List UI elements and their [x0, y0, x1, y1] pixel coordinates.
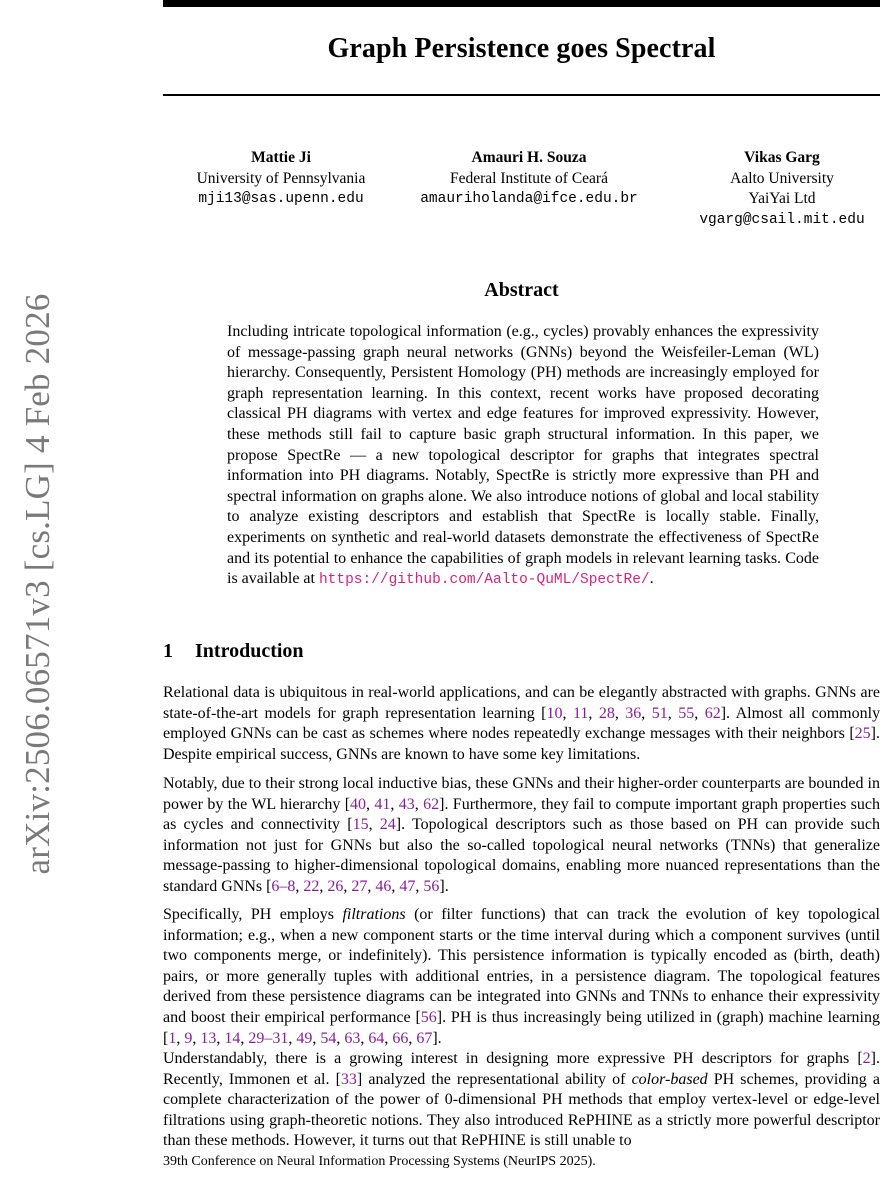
citation-group: 1, 9, 13, 14, 29–31, 49, 54, 63, 64, 66, 67	[168, 1029, 433, 1047]
section-heading	[163, 640, 304, 663]
author-affiliation: University of Pennsylvania	[196, 169, 366, 187]
top-rule	[163, 0, 880, 7]
citation-link[interactable]: 1	[168, 1029, 177, 1047]
abstract-heading: Abstract	[484, 279, 559, 301]
citation-group	[855, 725, 871, 742]
citation-link[interactable]: 24	[379, 816, 396, 834]
paper-title: Graph Persistence goes Spectral	[327, 33, 716, 64]
citation-link[interactable]: 25	[854, 725, 871, 743]
citation-link[interactable]: 62	[704, 704, 721, 722]
section-title: Introduction	[195, 640, 304, 662]
author-block-2	[400, 148, 658, 210]
author-email[interactable]: mji13@sas.upenn.edu	[198, 191, 364, 207]
intro-paragraph-2	[163, 774, 880, 898]
intro-paragraph-1	[163, 683, 880, 765]
citation-link[interactable]: 46	[375, 877, 392, 895]
para-text: ].	[432, 1029, 442, 1047]
para-text: (or filter functions) that can track the evolution of key topological information; e.g., when a new component starts or the time interval during which a component survives (until two components merge, or indefinitely). This persistence information is typically encoded as (birth, death) pairs, or more generally tuples with additional entries, in a persistence diagram. The topological features derived from these persistence diagrams can be integrated into GNNs and TNNs to enhance their expressivity and boost their empirical performance [	[163, 906, 880, 1026]
para-text: Specifically, PH employs	[163, 906, 343, 923]
arxiv-stamp: arXiv:2506.06571v3 [cs.LG] 4 Feb 2026	[18, 293, 57, 875]
author-affiliation-2: YaiYai Ltd	[748, 190, 816, 207]
abstract-end: .	[649, 570, 654, 588]
citation-link[interactable]: 36	[625, 704, 642, 722]
para-text: ]. Furthermore, they fail to compute important graph properties such as cycles and connectivity [	[163, 795, 880, 834]
citation-link[interactable]: 56	[423, 877, 440, 895]
abstract-text: Including intricate topological information (e.g., cycles) provably enhances the expressivity of message-passing graph neural networks (GNNs) beyond the Weisfeiler-Leman (WL) hierarchy. Consequently, Persistent Homology (PH) methods are increasingly employed for graph representation learning. In this context, recent works have proposed decorating classical PH diagrams with vertex and edge features for improved expressivity. However, these methods still fail to capture basic graph structural information. In this paper, we propose SpectRe — a new topological descriptor for graphs that integrates spectral information into PH diagrams. Notably, SpectRe is strictly more expressive than PH and spectral information on graphs alone. We also introduce notions of global and local stability to analyze existing descriptors and establish that SpectRe is locally stable. Finally, experiments on synthetic and real-world datasets demonstrate the effectiveness of SpectRe and its potential to enhance the capabilities of graph models in relevant learning tasks. Code is available at	[227, 323, 819, 588]
citation-link[interactable]: 64	[368, 1029, 385, 1047]
citation-group: 15, 24	[352, 816, 396, 834]
emphasis-color-based: color-based	[631, 1070, 708, 1088]
para-text: PH schemes, providing a complete characterization of the power of 0-dimensional PH methods that employ vertex-level or edge-level filtrations using graph-theoretic notions. They also introduced RePHINE as a strictly more powerful descriptor than these methods. However, it turns out that RePHINE is still unable to	[163, 1070, 880, 1150]
para-text: ] analyzed the representational ability of	[356, 1070, 632, 1088]
para-text: Relational data is ubiquitous in real-world applications, and can be elegantly abstracted with graphs. GNNs are state-of-the-art models for graph representation learning [	[163, 684, 880, 722]
author-affiliation: Federal Institute of Ceará	[450, 169, 608, 187]
author-name: Vikas Garg	[744, 149, 820, 166]
title-rule	[163, 94, 880, 96]
citation-link[interactable]: 14	[224, 1029, 241, 1047]
citation-group: 6–8, 22, 26, 27, 46, 47, 56	[271, 877, 440, 895]
citation-group: 10, 11, 28, 36, 51, 55, 62	[546, 704, 721, 722]
citation-group	[863, 1050, 871, 1067]
citation-link[interactable]: 13	[200, 1029, 217, 1047]
citation-link[interactable]: 51	[651, 704, 668, 722]
citation-link[interactable]: 10	[546, 704, 563, 722]
citation-link[interactable]: 40	[350, 795, 367, 813]
intro-paragraph-4	[163, 1049, 880, 1152]
para-text: ]. PH is thus increasingly being utilized in (graph) machine learning [	[163, 1008, 881, 1047]
citation-link[interactable]: 2	[862, 1050, 871, 1067]
author-affiliation: Aalto University	[730, 169, 834, 187]
para-text: ]. Topological descriptors such as those based on PH can provide such information not just for GNNs but also the so-called topological neural networks (TNNs) that generalize message-passing to higher-dimensional topological domains, enabling more nuanced representations than the standard GNNs [	[163, 816, 881, 895]
author-name: Mattie Ji	[251, 149, 311, 166]
code-link[interactable]: https://github.com/Aalto-QuML/SpectRe/	[318, 572, 650, 589]
citation-link[interactable]: 43	[398, 795, 415, 813]
emphasis-filtrations: filtrations	[342, 906, 406, 923]
para-text: ]. Almost all commonly employed GNNs can be cast as schemes where nodes repeatedly exchange messages with their neighbors [	[163, 704, 881, 743]
para-text: ].	[439, 877, 449, 895]
citation-link[interactable]: 41	[374, 795, 391, 813]
citation-link[interactable]: 15	[352, 816, 369, 834]
author-block-1	[163, 148, 399, 210]
para-text: Understandably, there is a growing interest in designing more expressive PH descriptors for graphs [	[163, 1050, 863, 1067]
citation-link[interactable]: 27	[351, 877, 368, 895]
citation-link[interactable]: 66	[392, 1029, 409, 1047]
citation-group	[421, 1009, 437, 1026]
citation-link[interactable]: 49	[296, 1029, 313, 1047]
citation-link[interactable]: 26	[327, 877, 344, 895]
citation-link[interactable]: 63	[344, 1029, 361, 1047]
citation-link[interactable]: 54	[320, 1029, 337, 1047]
author-email[interactable]: vgarg@csail.mit.edu	[699, 211, 865, 228]
section-number: 1	[163, 640, 173, 662]
footer-venue: 39th Conference on Neural Information Processing Systems (NeurIPS 2025).	[163, 1154, 596, 1169]
author-email[interactable]: amauriholanda@ifce.edu.br	[420, 191, 638, 207]
citation-link[interactable]: 29–31	[248, 1029, 289, 1047]
author-block-3	[660, 148, 883, 230]
citation-link[interactable]: 67	[416, 1029, 433, 1047]
citation-link[interactable]: 11	[572, 704, 589, 722]
abstract-body	[227, 322, 819, 591]
para-text: Notably, due to their strong local inductive bias, these GNNs and their higher-order counterparts are bounded in power by the WL hierarchy [	[163, 775, 880, 813]
intro-paragraph-3	[163, 905, 880, 1049]
citation-link[interactable]: 47	[399, 877, 416, 895]
citation-link[interactable]: 9	[184, 1029, 193, 1047]
citation-link[interactable]: 62	[423, 795, 440, 813]
author-name: Amauri H. Souza	[471, 149, 587, 166]
citation-link[interactable]: 22	[303, 877, 320, 895]
para-text: ]. Despite empirical success, GNNs are known to have some key limitations.	[163, 725, 880, 763]
citation-group	[341, 1071, 357, 1088]
citation-link[interactable]: 56	[420, 1008, 437, 1026]
citation-link[interactable]: 6–8	[271, 877, 296, 895]
citation-link[interactable]: 33	[340, 1070, 357, 1088]
para-text: ]. Recently, Immonen et al. [	[163, 1050, 880, 1088]
citation-group: 40, 41, 43, 62	[350, 795, 440, 813]
citation-link[interactable]: 28	[598, 704, 615, 722]
citation-link[interactable]: 55	[678, 704, 695, 722]
